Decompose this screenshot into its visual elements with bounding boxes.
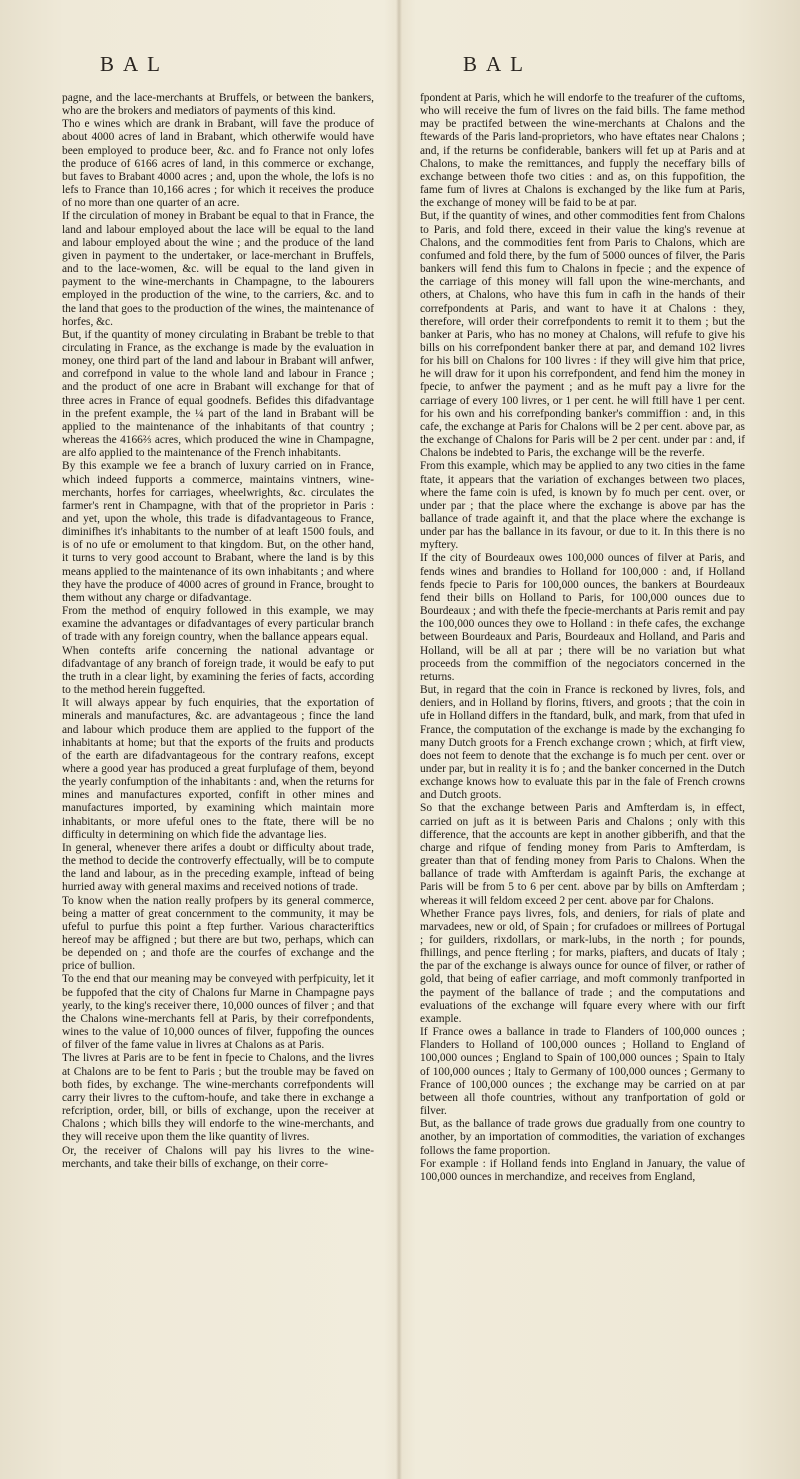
paragraph: To the end that our meaning may be conveyed with perfpicuity, let it be fuppofed that the city of Chalons fur Marne in Champagne pays yearly, to the king's receiver there, 10,000 ounces of filver ; and that the Chalons wine-merchants fell at Paris, by their correfpondents, wines to the value of 10,000 ounces of filver, fuppofing the ounces of filver of the fame value in livres at Chalons as at Paris. <box>62 973 374 1052</box>
paragraph: The livres at Paris are to be fent in fpecie to Chalons, and the livres at Chalons are to be fent to Paris ; but the trouble may be faved on both fides, by exchange. The wine-merchants correfpondents will carry their livres to the cuftom-houfe, and take there in exchange a refcription, order, bill, or bills of exchange, upon the receiver at Chalons ; which bills they will endorfe to the wine-merchants, and they will receive upon them the like quantity of livres. <box>62 1052 374 1144</box>
paragraph: So that the exchange between Paris and Amfterdam is, in effect, carried on juft as it is between Paris and Chalons ; only with this difference, that the accounts are kept in another gibberifh, and that the charge and rifque of fending money from Paris to Amfterdam, is greater than that of fending money from Paris to Chalons. When the ballance of trade with Amfterdam is againft Paris, the exchange at Paris will be from 5 to 6 per cent. above par by bills on Amfterdam ; whereas it will feldom exceed 2 per cent. above par for Chalons. <box>420 802 745 907</box>
paragraph: But, if the quantity of wines, and other commodities fent from Chalons to Paris, and fold there, exceed in their value the king's revenue at Chalons, and the commodities fent from Paris to Chalons, which are confumed and fold there, by the fum of 5000 ounces of filver, the Paris bankers will fend this fum to Chalons in fpecie ; and the expence of the carriage of this money will fall upon the wine-merchants, and others, at Chalons, who have this fum in cafh in the hands of their correfpondents at Paris, and want to have it at Chalons : they, therefore, will order their correfpondents to remit it to them ; but the banker at Paris, who has no money at Chalons, will refufe to give his bills on his correfpondent banker there at par, and demand 102 livres for his bill on Chalons for 100 livres : if they will give him that price, he will draw for it upon his correfpondent, and fend him the money in fpecie, to anfwer the payment ; and as he muft pay a livre for the carriage of every 100 livres, or 1 per cent. he will ftill have 1 per cent. for his own and his correfponding banker's commiffion : and, in this cafe, the exchange at Paris for Chalons will be 2 per cent. above par, as the exchange of Chalons for Paris will be 2 per cent. under par : and, if Chalons be indebted to Paris, the exchange will be the reverfe. <box>420 210 745 460</box>
paragraph: Whether France pays livres, fols, and deniers, for rials of plate and marvadees, new or old, of Spain ; for crufadoes or millrees of Portugal ; for guilders, rixdollars, or mark-lubs, in the north ; for pounds, fhillings, and pence fterling ; for marks, piafters, and ducats of Italy ; the par of the exchange is always ounce for ounce of filver, or rather of gold, that being of eafier carriage, and moft commonly tranfported in the payment of the ballance of trade ; and the computations and evaluations of the exchange will fquare every where with our firft example. <box>420 907 745 1025</box>
paragraph: When contefts arife concerning the national advantage or difadvantage of any branch of foreign trade, it would be eafy to put the truth in a clear light, by examining the feries of facts, according to the method herein fuggefted. <box>62 644 374 697</box>
paragraph: fpondent at Paris, which he will endorfe to the treafurer of the cuftoms, who will receive the fum of livres on the faid bills. The fame method may be practifed between the wine-merchants at Chalons and the ftewards of the Paris land-proprietors, who have eftates near Chalons ; and, if the returns be confiderable, bankers will fet up at Paris and at Chalons, to make the remittances, and fupply the neceffary bills of exchange between thofe two cities : and as, on this fuppofition, the fame fum of livres at Chalons is exchanged by the like fum at Paris, the exchange of money will be faid to be at par. <box>420 92 745 210</box>
paragraph: In general, whenever there arifes a doubt or difficulty about trade, the method to decide the controverfy effectually, will be to compute the land and labour, as in the preceding example, inftead of being hurried away with general maxims and received notions of trade. <box>62 841 374 894</box>
paragraph: If the city of Bourdeaux owes 100,000 ounces of filver at Paris, and fends wines and brandies to Holland for 100,000 : and, if Holland fends fpecie to Paris for 100,000 ounces, the bankers at Bourdeaux fend their bills on Holland to Paris, for 100,000 ounces due to Bourdeaux ; and with thefe the fpecie-merchants at Paris remit and pay the 100,000 ounces they owe to Holland : in thefe cafes, the exchange between Bourdeaux and Paris, Bourdeaux and Holland, and Paris and Holland, will be all at par ; there will be no variation but what proceeds from the commiffion of the negociators concerned in the returns. <box>420 552 745 683</box>
running-header-right: BAL <box>463 52 532 76</box>
paragraph: pagne, and the lace-merchants at Bruffels, or between the bankers, who are the brokers and mediators of payments of this kind. <box>62 92 374 118</box>
paragraph: But, if the quantity of money circulating in Brabant be treble to that circulating in France, as the exchange is made by the evaluation in money, one third part of the land and labour in Brabant will anfwer, and correfpond in value to the whole land and labour in France ; and the product of one acre in Brabant will exchange for that of three acres in France of equal goodnefs. Befides this difadvantage in the prefent example, the ¼ part of the land in Brabant will be applied to the maintenance of the inhabitants of that country ; whereas the 4166⅔ acres, which produced the wine in Champagne, are alfo applied to the maintenance of the French inhabitants. <box>62 328 374 460</box>
right-text-column <box>420 92 745 1184</box>
page-gutter <box>396 0 402 1479</box>
paragraph: But, in regard that the coin in France is reckoned by livres, fols, and deniers, and in Holland by florins, ftivers, and groots ; that the coin in ufe in Holland differs in the ftandard, bulk, and mark, from that ufed in France, the computation of the exchange is made by the exchanging fo many Dutch groots for a French exchange crown ; which, at firft view, does not feem to denote that the exchange is fo much per cent. over or under par, but in reality it is fo ; and the banker concerned in the Dutch exchange knows how to evaluate this par in the fale of French crowns and Dutch groots. <box>420 684 745 802</box>
paragraph: For example : if Holland fends into England in January, the value of 100,000 ounces in merchandize, and receives from England, <box>420 1157 745 1183</box>
left-text-column <box>62 92 374 1171</box>
paragraph: From this example, which may be applied to any two cities in the fame ftate, it appears that the variation of exchanges between two places, where the fame coin is ufed, is known by fo much per cent. over, or under par ; that the place where the exchange is above par has the ballance of trade againft it, and that the place where the exchange is under par has the ballance in its favour, or due to it. In this there is no myftery. <box>420 460 745 552</box>
paragraph: From the method of enquiry followed in this example, we may examine the advantages or difadvantages of every particular branch of trade with any foreign country, when the ballance appears equal. <box>62 605 374 644</box>
paragraph: It will always appear by fuch enquiries, that the exportation of minerals and manufactures, &c. are advantageous ; fince the land and labour which produce them are applied to the fupport of the inhabitants at home; but that the exports of the fruits and products of the earth are difadvantageous for the contrary reafons, except where a good year has produced a great furplufage of them, beyond the yearly confumption of the inhabitants : and, when the returns for mines and manufactures exported, confift in other mines and manufactures imported, by examining which maintain more inhabitants, or more ufeful ones to the ftate, there will be no difficulty in determining on which fide the advantage lies. <box>62 697 374 841</box>
paragraph: But, as the ballance of trade grows due gradually from one country to another, by an importation of commodities, the variation of exchanges follows the fame proportion. <box>420 1118 745 1157</box>
paragraph: If the circulation of money in Brabant be equal to that in France, the land and labour employed about the lace will be equal to the land and labour employed about the wine ; and the produce of the land given in payment to the undertaker, or lace-merchant in Bruffels, and to the lace-women, &c. will be equal to the land given in payment to the wine-merchants in Champagne, to the labourers employed in the production of the wine, to the carriers, &c. and to the land that goes to the production of the wines, the maintenance of horfes, &c. <box>62 210 374 328</box>
paragraph: To know when the nation really profpers by its general commerce, being a matter of great concernment to the community, it may be ufeful to purfue this point a ftep further. Various characteriftics hereof may be affigned ; but there are but two, perhaps, which can be depended on ; and thofe are the courfes of exchange and the price of bullion. <box>62 894 374 973</box>
paragraph: Tho e wines which are drank in Brabant, will fave the produce of about 4000 acres of land in Brabant, which otherwife would have been employed to produce beer, &c. and fo France not only lofes the produce of 6166 acres of land, in this commerce or exchange, but faves to Brabant 4000 acres ; and, upon the whole, the lofs is no lefs to France than 10,166 acres ; for which it receives the produce of no more than one quarter of an acre. <box>62 118 374 210</box>
paragraph: If France owes a ballance in trade to Flanders of 100,000 ounces ; Flanders to Holland of 100,000 ounces ; Holland to England of 100,000 ounces ; England to Spain of 100,000 ounces ; Spain to Italy of 100,000 ounces ; Italy to Germany of 100,000 ounces ; Germany to France of 100,000 ounces ; the exchange may be carried on at par between all thofe countries, without any tranfportation of gold or filver. <box>420 1026 745 1118</box>
running-header-left: BAL <box>100 52 169 76</box>
paragraph: Or, the receiver of Chalons will pay his livres to the wine-merchants, and take their bills of exchange, on their corre- <box>62 1144 374 1170</box>
paragraph: By this example we fee a branch of luxury carried on in France, which indeed fupports a commerce, maintains vintners, wine-merchants, horfes for carriages, wheelwrights, &c. circulates the farmer's rent in Champagne, with that of the proprietor in Paris : and yet, upon the whole, this trade is difadvantageous to France, diminifhes it's inhabitants to the number of at leaft 1500 fouls, and is of no ufe or emolument to that kingdom. But, on the other hand, it turns to very good account to Brabant, where the land is by this means applied to the maintenance of its own inhabitants ; and where they have the produce of 4000 acres of ground in France, brought to them without any charge or difadvantage. <box>62 460 374 604</box>
